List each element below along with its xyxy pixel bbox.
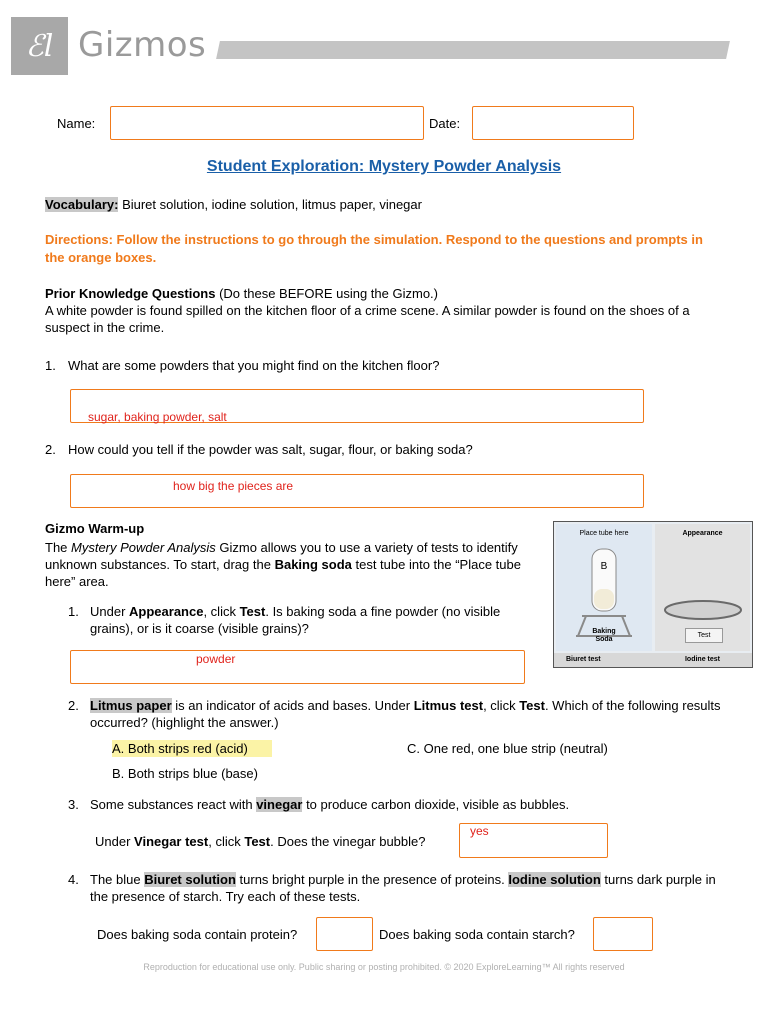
prior-heading-text: Prior Knowledge Questions — [45, 286, 216, 301]
vocabulary — [45, 196, 725, 213]
protein-answer-box[interactable] — [316, 917, 373, 951]
warmup-q1 — [90, 603, 535, 637]
date-label: Date: — [429, 116, 461, 131]
directions: Directions: Follow the instructions to go through the simulation. Respond to the questions and prompts in the orange boxes. — [45, 232, 703, 265]
appearance-test-button: Test — [685, 628, 723, 643]
protein-question: Does baking soda contain protein? — [97, 927, 298, 942]
brand-title: Gizmos — [78, 25, 207, 65]
vocabulary-label: Vocabulary: — [45, 197, 119, 212]
warmup-answer-1-box[interactable] — [70, 650, 525, 684]
biuret-solution-term: Biuret solution — [144, 872, 236, 887]
header-bar — [216, 41, 730, 59]
warmup-q3-sub-text-c: . Does the vinegar bubble? — [270, 834, 426, 849]
prior-intro: A white powder is found spilled on the kitchen floor of a crime scene. A similar powder is found on the shoes of a suspect in the crime. — [45, 303, 690, 335]
warmup-q3-sub-text-b: , click — [208, 834, 245, 849]
warmup-q1-text-c: . Is baking soda a fine powder (no visible grains), or is it coarse (visible grains)? — [90, 604, 501, 636]
warmup-intro-text-a: The — [45, 540, 72, 555]
appearance-panel — [655, 524, 750, 651]
vocabulary-text: Biuret solution, iodine solution, litmus paper, vinegar — [118, 197, 422, 212]
warmup-q3-text-b: to produce carbon dioxide, visible as bubbles. — [302, 797, 570, 812]
prior-note: (Do these BEFORE using the Gizmo.) — [215, 286, 438, 301]
option-b[interactable]: B. Both strips blue (base) — [112, 766, 258, 781]
baking-soda-term: Baking soda — [274, 557, 352, 572]
warmup-q4 — [90, 871, 730, 905]
warmup-intro-text-c: test tube into the “Place tube here” area. — [45, 557, 521, 589]
warmup-answer-1: powder — [196, 652, 236, 666]
iodine-test-label: Iodine test — [684, 656, 720, 663]
warmup-intro-text-b: Gizmo allows you to use a variety of tests to identify unknown substances. To start, drag the — [45, 540, 518, 572]
test-term: Test — [239, 604, 266, 619]
warmup-q2-text-c: . Which of the following results occurred? (highlight the answer.) — [90, 698, 721, 730]
test-term: Test — [519, 698, 545, 713]
prior-answer-1: sugar, baking powder, salt — [88, 410, 227, 424]
warmup-q3-number: 3. — [68, 797, 79, 812]
gizmo-screenshot — [553, 521, 753, 668]
gizmo-name: Mystery Powder Analysis — [71, 540, 216, 555]
test-tube-stand-icon — [556, 544, 652, 639]
test-term: Test — [244, 834, 271, 849]
name-field[interactable] — [110, 106, 424, 140]
warmup-q4-text-a: The blue — [90, 872, 145, 887]
vinegar-test-term: Vinegar test — [134, 834, 209, 849]
name-label: Name: — [57, 116, 96, 131]
warmup-q2-text-b: , click — [483, 698, 520, 713]
warmup-intro — [45, 539, 540, 590]
warmup-q1-text-b: , click — [203, 604, 240, 619]
warmup-q3-text-a: Some substances react with — [90, 797, 257, 812]
warmup-q3 — [90, 796, 730, 813]
warmup-q2-number: 2. — [68, 698, 79, 713]
option-c[interactable]: C. One red, one blue strip (neutral) — [407, 741, 608, 756]
litmus-test-term: Litmus test — [413, 698, 484, 713]
warmup-heading-text: Gizmo Warm-up — [45, 521, 145, 536]
prior-q2: How could you tell if the powder was salt, sugar, flour, or baking soda? — [68, 442, 473, 457]
prior-q2-number: 2. — [45, 442, 56, 457]
litmus-paper-term: Litmus paper — [90, 698, 172, 713]
vinegar-term: vinegar — [256, 797, 303, 812]
place-tube-panel — [556, 524, 652, 651]
biuret-test-label: Biuret test — [566, 656, 601, 663]
warmup-q3-sub-text-a: Under — [95, 834, 135, 849]
warmup-q2 — [90, 697, 730, 731]
warmup-q4-text-b: turns bright purple in the presence of proteins. — [235, 872, 509, 887]
appearance-label: Appearance — [682, 530, 723, 537]
appearance-term: Appearance — [129, 604, 204, 619]
warmup-q1-text-a: Under — [90, 604, 130, 619]
starch-answer-box[interactable] — [593, 917, 653, 951]
page-title: Student Exploration: Mystery Powder Analysis — [206, 158, 562, 175]
warmup-q4-text-c: turns dark purple in the presence of starch. Try each of these tests. — [90, 872, 716, 904]
date-field[interactable] — [472, 106, 634, 140]
prior-answer-2: how big the pieces are — [173, 479, 294, 493]
warmup-q1-number: 1. — [68, 604, 79, 619]
prior-q1-number: 1. — [45, 358, 56, 373]
place-tube-label: Place tube here — [579, 530, 629, 537]
warmup-q4-number: 4. — [68, 872, 79, 887]
prior-answer-2-box[interactable] — [70, 474, 644, 508]
prior-knowledge-heading — [45, 285, 730, 302]
tube-label: Baking Soda — [592, 628, 616, 643]
starch-question: Does baking soda contain starch? — [379, 927, 575, 942]
test-tabs — [554, 653, 752, 667]
option-a-highlighted[interactable]: A. Both strips red (acid) — [112, 740, 272, 757]
warmup-heading — [45, 520, 144, 537]
warmup-answer-3: yes — [470, 824, 489, 838]
explorelearning-logo: ℰl — [11, 17, 68, 75]
warmup-q3-sub — [95, 833, 426, 850]
warmup-q2-text-a: is an indicator of acids and bases. Under — [171, 698, 414, 713]
prior-q1: What are some powders that you might find on the kitchen floor? — [68, 358, 440, 373]
tube-letter: B — [600, 561, 608, 572]
iodine-solution-term: Iodine solution — [508, 872, 601, 887]
copyright-footer: Reproduction for educational use only. Public sharing or posting prohibited. © 2020 ExploreLearning™ All rights reserved — [143, 962, 625, 972]
